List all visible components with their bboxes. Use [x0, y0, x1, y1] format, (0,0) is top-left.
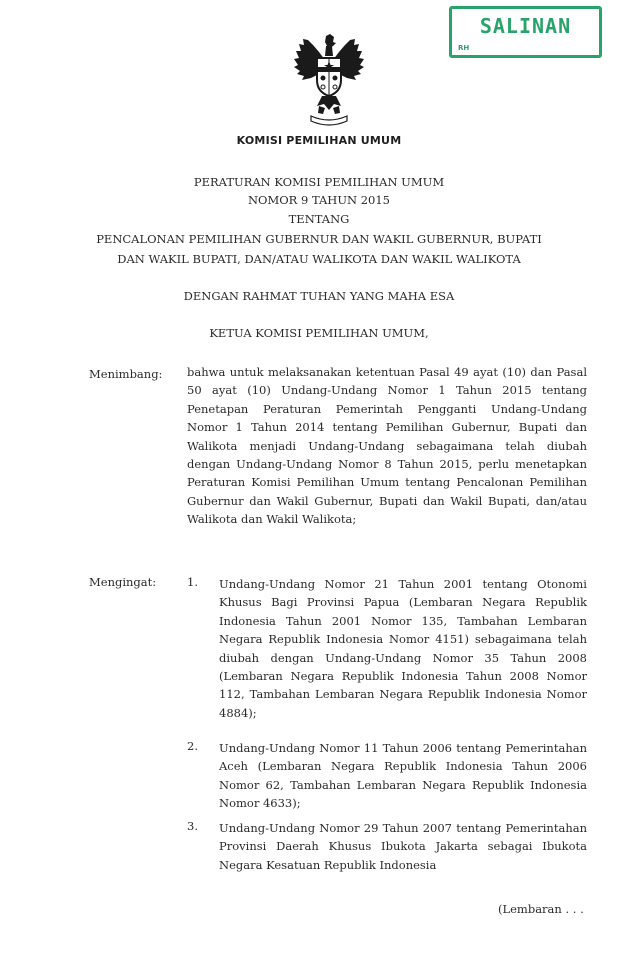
stamp-text: SALINAN	[479, 14, 572, 38]
stamp-initials: RH	[458, 44, 470, 52]
page-continuation: (Lembaran . . .	[498, 902, 584, 916]
mengingat-item	[187, 575, 587, 722]
mengingat-item	[187, 739, 587, 813]
organization-name: KOMISI PEMILIHAN UMUM	[236, 134, 402, 147]
regulation-subject-line-2: DAN WAKIL BUPATI, DAN/ATAU WALIKOTA DAN WAKIL WALIKOTA	[117, 252, 521, 266]
item-number: 3.	[187, 819, 198, 833]
item-number: 2.	[187, 739, 198, 753]
item-text: Undang-Undang Nomor 11 Tahun 2006 tentang Pemerintahan Aceh (Lembaran Negara Republik Indonesia Tahun 2006 Nomor 62, Tambahan Lembaran Negara Republik Indonesia Nomor 4633);	[219, 741, 587, 811]
garuda-emblem-icon	[289, 34, 369, 126]
regulation-number: NOMOR 9 TAHUN 2015	[247, 193, 391, 207]
regulation-tentang: TENTANG	[288, 212, 350, 226]
authority-line: KETUA KOMISI PEMILIHAN UMUM,	[209, 326, 429, 340]
regulation-title: PERATURAN KOMISI PEMILIHAN UMUM	[193, 175, 445, 189]
item-text: Undang-Undang Nomor 29 Tahun 2007 tentang Pemerintahan Provinsi Daerah Khusus Ibukota Jakarta sebagai Ibukota Negara Kesatuan Republik Indonesia	[219, 821, 587, 872]
menimbang-label: Menimbang:	[89, 367, 163, 381]
invocation: DENGAN RAHMAT TUHAN YANG MAHA ESA	[183, 289, 455, 303]
item-number: 1.	[187, 575, 198, 589]
salinan-stamp	[449, 6, 602, 58]
regulation-subject-line-1: PENCALONAN PEMILIHAN GUBERNUR DAN WAKIL GUBERNUR, BUPATI	[96, 232, 542, 246]
item-text: Undang-Undang Nomor 21 Tahun 2001 tentang Otonomi Khusus Bagi Provinsi Papua (Lembaran Negara Republik Indonesia Tahun 2001 Nomor 135, Tambahan Lembaran Negara Republik Indonesia Nomor 4151) sebagaimana telah diubah dengan Undang-Undang Nomor 35 Tahun 2008 (Lembaran Negara Republik Indonesia Tahun 2008 Nomor 112, Tambahan Lembaran Negara Republik Indonesia Nomor 4884);	[219, 577, 587, 720]
menimbang-text: bahwa untuk melaksanakan ketentuan Pasal 49 ayat (10) dan Pasal 50 ayat (10) Undang-Undang Nomor 1 Tahun 2015 tentang Penetapan Peraturan Pemerintah Pengganti Undang-Undang Nomor 1 Tahun 2014 tentang Pemilihan Gubernur, Bupati dan Walikota menjadi Undang-Undang sebagaimana telah diubah dengan Undang-Undang Nomor 8 Tahun 2015, perlu menetapkan Peraturan Komisi Pemilihan Umum tentang Pencalonan Pemilihan Gubernur dan Wakil Gubernur, Bupati dan Wakil Bupati, dan/atau Walikota dan Wakil Walikota;	[187, 365, 587, 527]
mengingat-item	[187, 819, 587, 874]
mengingat-label: Mengingat:	[89, 575, 157, 589]
